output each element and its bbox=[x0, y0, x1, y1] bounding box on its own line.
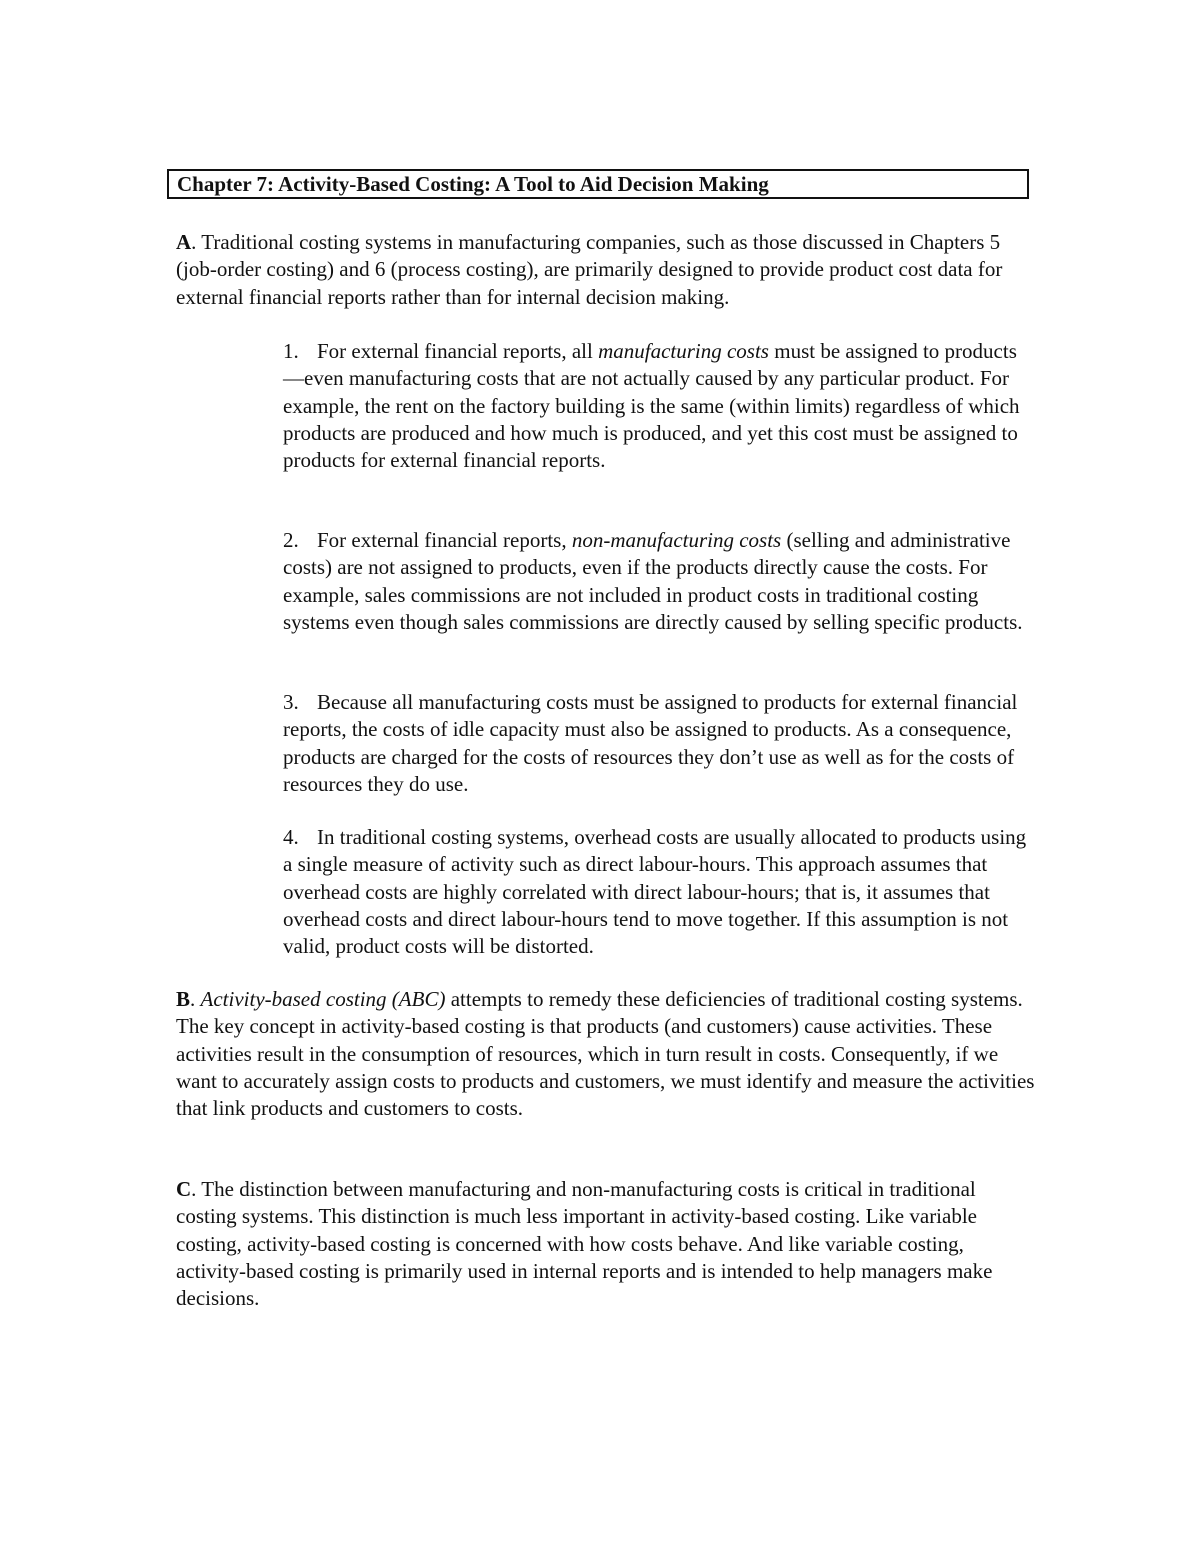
list-item-3-text: Because all manufacturing costs must be assigned to products for external financial reports, the costs of idle capacity must also be assigned to products. As a consequence, products are charged for the costs of resources they don’t use as well as for the costs of resources they do use. bbox=[283, 690, 1018, 796]
list-item-1-number: 1. bbox=[283, 339, 299, 363]
section-c-marker: C bbox=[176, 1177, 192, 1201]
list-item-2-text-before: For external financial reports, bbox=[317, 528, 572, 552]
section-c-text: . The distinction between manufacturing and non-manufacturing costs is critical in traditional costing systems. This distinction is much less important in activity-based costing. Like variable costing, activity-based costing is concerned with how costs behave. And like variable costing, activity-based costing is primarily used in internal reports and is intended to help managers make decisions. bbox=[176, 1177, 993, 1311]
section-a-text: . Traditional costing systems in manufacturing companies, such as those discussed in Chapters 5 (job-order costing) and 6 (process costing), are primarily designed to provide product cost data for external financial reports rather than for internal decision making. bbox=[176, 230, 1003, 309]
section-a-marker: A bbox=[176, 230, 192, 254]
section-c-paragraph bbox=[176, 1176, 1036, 1312]
list-item-2-text-after: (selling and administrative costs) are not assigned to products, even if the products directly cause the costs. For example, sales commissions are not included in product costs in traditional costing systems even though sales commissions are directly caused by selling specific products. bbox=[283, 528, 1023, 634]
section-b-paragraph bbox=[176, 986, 1036, 1122]
chapter-title: Chapter 7: Activity-Based Costing: A Tool to Aid Decision Making bbox=[177, 172, 769, 196]
section-b-marker: B bbox=[176, 987, 191, 1011]
list-item-3-number: 3. bbox=[283, 690, 299, 714]
list-item-2 bbox=[283, 527, 1028, 636]
list-item-1-text-before: For external financial reports, all bbox=[317, 339, 599, 363]
section-a-paragraph bbox=[176, 229, 1036, 311]
list-item-1 bbox=[283, 338, 1028, 474]
chapter-title-box bbox=[167, 169, 1029, 199]
list-item-4-text: In traditional costing systems, overhead costs are usually allocated to products using a single measure of activity such as direct labour-hours. This approach assumes that overhead costs are highly correlated with direct labour-hours; that is, it assumes that overhead costs and direct labour-hours tend to move together. If this assumption is not valid, product costs will be distorted. bbox=[283, 825, 1027, 959]
list-item-2-number: 2. bbox=[283, 528, 299, 552]
section-b-period: . bbox=[190, 987, 201, 1011]
list-item-3 bbox=[283, 689, 1028, 798]
section-b-text: attempts to remedy these deficiencies of traditional costing systems. The key concept in activity-based costing is that products (and customers) cause activities. These activities result in the consumption of resources, which in turn result in costs. Consequently, if we want to accurately assign costs to products and customers, we must identify and measure the activities that link products and customers to costs. bbox=[176, 987, 1035, 1121]
list-item-1-text-after: must be assigned to products—even manufacturing costs that are not actually caused by any particular product. For example, the rent on the factory building is the same (within limits) regardless of which products are produced and how much is produced, and yet this cost must be assigned to products for external financial reports. bbox=[283, 339, 1020, 473]
list-item-1-emphasis: manufacturing costs bbox=[598, 339, 769, 363]
list-item-4 bbox=[283, 824, 1028, 960]
list-item-2-emphasis: non-manufacturing costs bbox=[571, 528, 782, 552]
section-b-emphasis: Activity-based costing (ABC) bbox=[200, 987, 446, 1011]
list-item-4-number: 4. bbox=[283, 825, 299, 849]
